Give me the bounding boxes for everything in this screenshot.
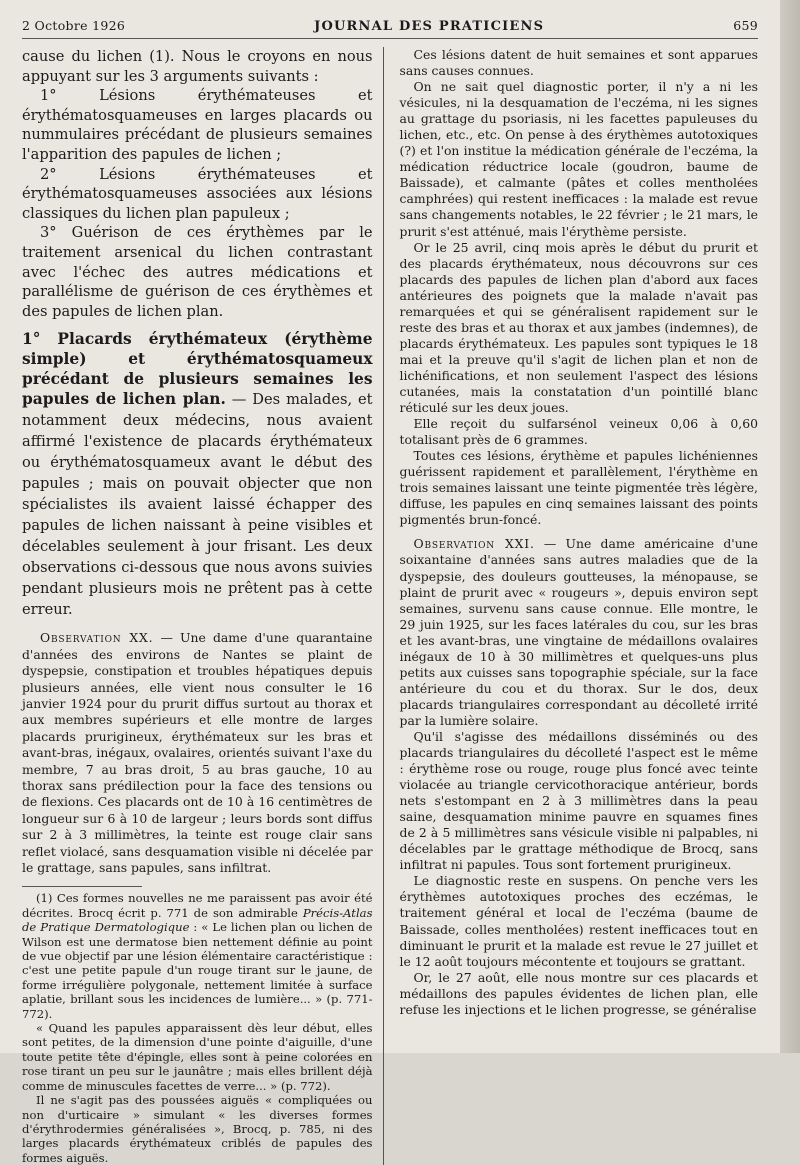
two-columns bbox=[22, 47, 758, 1165]
header-journal-title: JOURNAL DES PRATICIENS bbox=[314, 19, 545, 34]
section-text: — Des malades, et notamment deux médecins, nous avaient affirmé l'existence de placards érythémateux ou érythématosquameux avant le début des papules ; mais on pouvait objecter que non spécialistes ils avaient laissé échapper des papules de lichen naissant à peine visibles et décelables seulement à jour frisant. Les deux observations ci-dessous que nous avons suivies pendant plusieurs mois ne prêtent pas à cette erreur. bbox=[22, 391, 373, 619]
right-paragraph-8: Or, le 27 août, elle nous montre sur ces placards et médaillons des papules évidentes de lichen plan, elle refuse les injections et le lichen progresse, se généralise bbox=[399, 969, 758, 1017]
running-head bbox=[22, 18, 758, 39]
observation-21-label: Observation XXI. bbox=[413, 536, 535, 552]
observation-20-label: Observation XX. bbox=[40, 630, 154, 646]
header-page-number: 659 bbox=[733, 18, 758, 33]
intro-paragraph: cause du lichen (1). Nous le croyons en nous appuyant sur les 3 arguments suivants : bbox=[22, 48, 373, 85]
observation-20-text: — Une dame d'une quarantaine d'années des environs de Nantes se plaint de dyspepsie, constipation et troubles hépatiques depuis plusieurs années, elle vient nous consulter le 16 janvier 1924 pour du prurit diffus surtout au thorax et aux membres supérieurs et elle montre de larges placards prurigineux, érythémateux sur les bras et avant-bras, inégaux, ovalaires, orientés suivant l'axe du membre, 7 au bras droit, 5 au bras gauche, 10 au thorax sans prédilection pour la face des tensions ou de flexions. Ces placards ont de 10 à 16 centimètres de longueur sur 6 à 10 de largeur ; leurs bords sont diffus sur 2 à 3 millimètres, la teinte est rouge clair sans reflet violacé, sans desquamation visible ni décelée par le grattage, sans papules, sans infiltrat. bbox=[22, 630, 373, 875]
left-column bbox=[22, 47, 384, 1165]
footnote-1 bbox=[22, 891, 373, 1021]
footnote-1-book-title: Précis-Atlas de Pratique Dermatologique bbox=[22, 905, 373, 935]
argument-1: 1° Lésions érythémateuses et érythématosquameuses en larges placards ou nummulaires précédant de plusieurs semaines l'apparition des papules de lichen ; bbox=[22, 87, 373, 163]
right-paragraph-1: Ces lésions datent de huit semaines et sont apparues sans causes connues. bbox=[399, 47, 758, 79]
observation-21 bbox=[400, 536, 758, 729]
page-edge bbox=[780, 0, 800, 1053]
footnote-1-part-a: (1) Ces formes nouvelles ne me paraissent pas avoir été décrites. Brocq écrit p. 771 de son admirable bbox=[22, 891, 373, 920]
footnote-divider bbox=[22, 886, 142, 887]
observation-21-text: — Une dame américaine d'une soixantaine d'années sans autres maladies que de la dyspepsie, des douleurs goutteuses, la ménopause, se plaint de prurit avec « rougeurs », depuis environ sept semaines, survenu sans cause connue. Elle montre, le 29 juin 1925, sur les faces latérales du cou, sur les bras et les avant-bras, une vingtaine de médaillons ovalaires inégaux de 10 à 30 millimètres et quelques-uns plus petits aux cuisses sans topographie spéciale, sur la face antérieure du cou et du thorax. Sur le dos, deux placards triangulaires correspondant au décolleté irrité par la lumière solaire. bbox=[399, 536, 758, 728]
argument-2: 2° Lésions érythémateuses et érythématosquameuses associées aux lésions classiques du lichen plan papuleux ; bbox=[22, 165, 373, 222]
right-paragraph-3: Or le 25 avril, cinq mois après le début du prurit et des placards érythémateux, nous découvrons sur ces placards des papules de lichen plan d'abord aux faces antérieures des poignets que la malade n'avait pas remarquées et qui se généralisent rapidement sur le reste des bras et au thorax et aux jambes (indemnes), de placards érythémateux. Les papules sont typiques le 18 mai et la preuve qu'il s'agit de lichen plan et non de lichénifications, et non seulement l'aspect des lésions cutanées, mais la constatation d'un pointillé blanc réticulé sur les deux joues. bbox=[399, 239, 758, 416]
right-column bbox=[400, 47, 758, 1165]
right-paragraph-2: On ne sait quel diagnostic porter, il n'y a ni les vésicules, ni la desquamation de l'eczéma, ni les signes au grattage du psoriasis, ni les facettes papuleuses du lichen, etc., etc. On pense à des érythèmes autotoxiques (?) et l'on institue la médication générale de l'eczéma, la médication réductrice locale (goudron, baume de Baissade), et calmante (pâtes et colles mentholées camphrées) qui restent inefficaces : la malade est revue sans changements notables, le 22 février ; le 21 mars, le prurit s'est atténué, mais l'érythème persiste. bbox=[399, 79, 758, 239]
footnote-3: Il ne s'agit pas des poussées aiguës « compliquées ou non d'urticaire » simulant « les diverses formes d'érythrodermies généralisées », Brocq, p. 785, ni des larges placards érythémateux criblés de papules des formes aiguës. bbox=[22, 1093, 373, 1165]
argument-3: 3° Guérison de ces érythèmes par le traitement arsenical du lichen contrastant avec l'échec des autres médications et parallélisme de guérison de ces érythèmes et des papules de lichen plan. bbox=[22, 224, 373, 320]
section-heading-block bbox=[22, 329, 373, 620]
right-paragraph-7: Le diagnostic reste en suspens. On penche vers les érythèmes autotoxiques proches des eczémas, le traitement général et local de l'eczéma (baume de Baissade, colles mentholées) restent inefficaces tout en diminuant le prurit et la malade est revue le 27 juillet et le 12 août toujours mécontente et toujours se grattant. bbox=[399, 873, 758, 969]
right-paragraph-6: Qu'il s'agisse des médaillons disséminés ou des placards triangulaires du décolleté l'aspect est le même : érythème rose ou rouge, rouge plus foncé avec teinte violacée au triangle cervicothoracique antérieur, bords nets s'estompant en 2 à 3 millimètres dans la peau saine, desquamation minime pauvre en squames fines de 2 à 5 millimètres sans vésicule visible ni palpables, ni décelables par le grattage méthodique de Brocq, sans infiltrat ni papules. Tous sont fortement prurigineux. bbox=[399, 728, 758, 873]
right-paragraph-5: Toutes ces lésions, érythème et papules lichéniennes guérissent rapidement et parallèlement, l'érythème en trois semaines laissant une teinte pigmentée très légère, diffuse, les papules en cinq semaines laissant des points pigmentés brun-foncé. bbox=[399, 448, 758, 528]
observation-20 bbox=[22, 630, 373, 876]
right-paragraph-4: Elle reçoit du sulfarsénol veineux 0,06 à 0,60 totalisant près de 6 grammes. bbox=[399, 416, 758, 448]
section-heading: 1° Placards érythémateux (érythème simple) et érythématosquameux précédant de plusieurs semaines les papules de lichen plan. bbox=[22, 330, 373, 409]
footnote-2: « Quand les papules apparaissent dès leur début, elles sont petites, de la dimension d'une pointe d'aiguille, d'une toute petite tête d'épingle, elles sont à peine colorées en rose tirant un peu sur le jaunâtre ; mais elles brillent déjà comme de minuscules facettes de verre... » (p. 772). bbox=[22, 1021, 373, 1093]
footnote-1-part-c: : « Le lichen plan ou lichen de Wilson est une dermatose bien nettement définie au point de vue objectif par une lésion élémentaire caractéristique : c'est une petite papule d'un rouge tirant sur le jaune, de forme irrégulière polygonale, nettement limitée à surface aplatie, brillant sous les incidences de lumière... » (p. 771-772). bbox=[22, 920, 373, 1021]
header-date: 2 Octobre 1926 bbox=[22, 18, 126, 33]
